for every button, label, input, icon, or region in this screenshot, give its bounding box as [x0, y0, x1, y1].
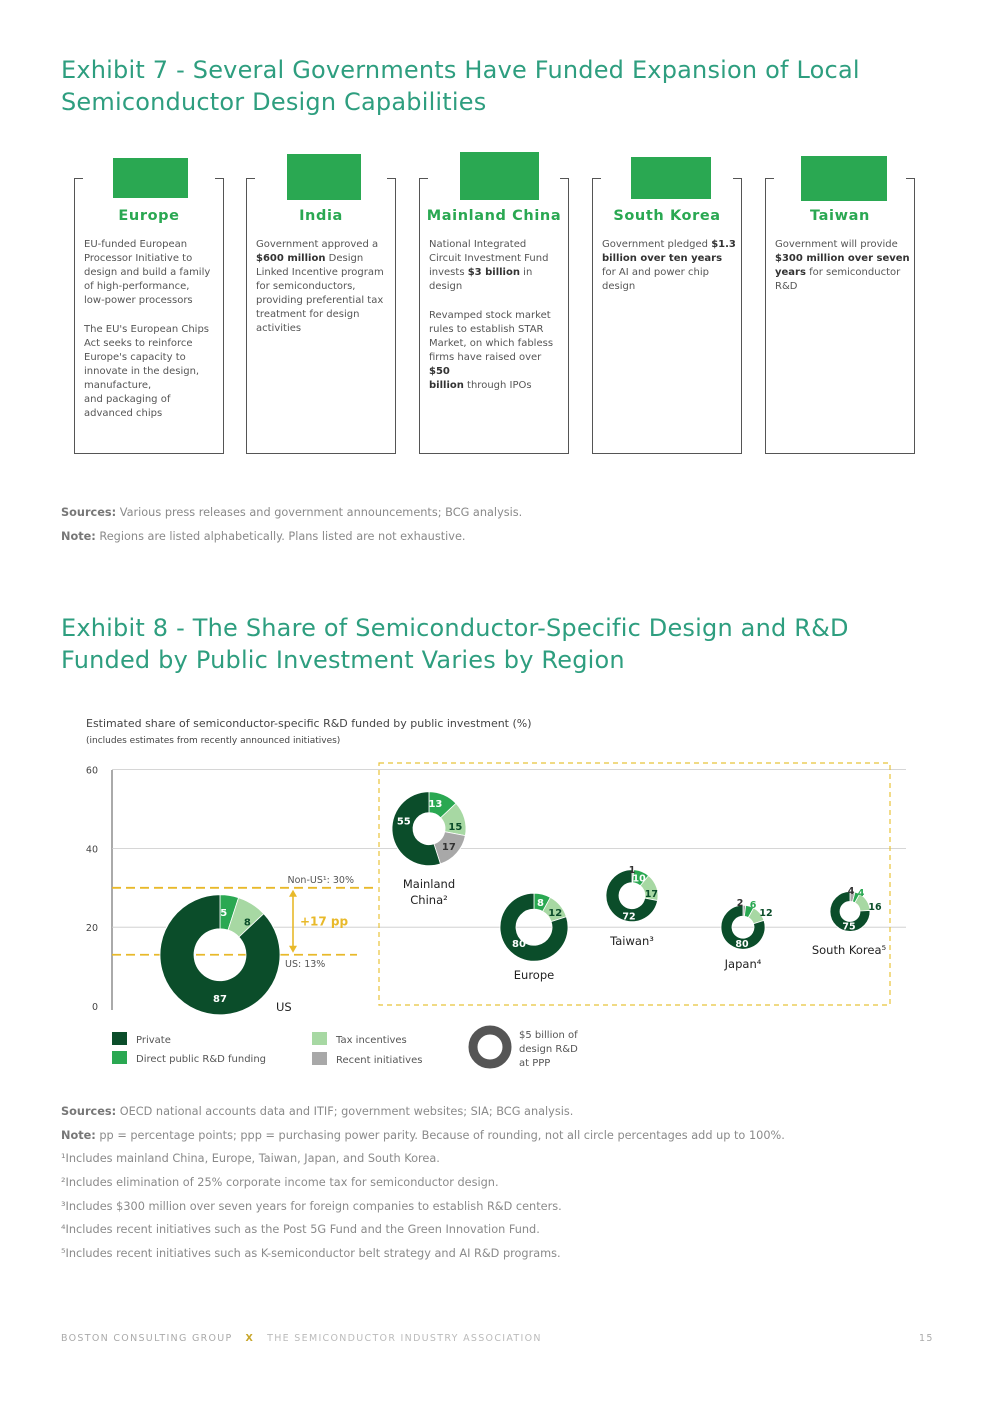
region-label: Mainland [402, 877, 456, 891]
page-number: 15 [919, 1333, 934, 1344]
footer-left: BOSTON CONSULTING GROUP X THE SEMICONDUCTOR INDUSTRY ASSOCIATION [61, 1333, 542, 1344]
exhibit7-title-line2: Semiconductor Design Capabilities [61, 88, 487, 116]
segment-value-label: 6 [749, 900, 757, 911]
donut-japan [721, 898, 773, 971]
legend-label: Direct public R&D funding [136, 1054, 267, 1065]
segment-value-label: 12 [759, 908, 773, 919]
region-name: Mainland China [426, 208, 562, 224]
region-card-mainland-china [419, 178, 569, 454]
segment-value-label: 15 [448, 822, 463, 834]
segment-value-label: 16 [868, 902, 882, 913]
us-average-label: US: 13% [285, 958, 326, 970]
segment-value-label: 2 [736, 898, 744, 909]
region-description: Government pledged $1.3 billion over ten years for AI and power chip design [602, 239, 736, 292]
y-tick-label: 20 [85, 923, 98, 935]
donut-taiwan [606, 865, 658, 948]
donut-europe [500, 893, 568, 982]
legend-label: Recent initiatives [336, 1055, 423, 1066]
region-label: Japan⁴ [724, 957, 762, 971]
segment-value-label: 75 [842, 921, 856, 933]
exhibit7-title-line1: Exhibit 7 - Several Governments Have Funded Expansion of Local [61, 56, 860, 84]
size-legend-label: $5 billion of [519, 1030, 578, 1041]
chart-subtitle: (includes estimates from recently announced initiatives) [86, 736, 341, 746]
exhibit8-sources: Sources: OECD national accounts data and ITIF; government websites; SIA; BCG analysis. [61, 1105, 574, 1118]
non-us-average-label: Non-US¹: 30% [287, 874, 354, 886]
region-name: Taiwan [810, 208, 870, 224]
legend-swatch-private [112, 1032, 127, 1045]
region-card-south-korea [592, 178, 742, 454]
exhibit7-note: Note: Regions are listed alphabetically. Plans listed are not exhaustive. [61, 530, 466, 543]
public-investment-donut-chart [0, 700, 992, 1080]
segment-value-label: 8 [536, 898, 544, 910]
segment-value-label: 72 [622, 911, 636, 923]
donut-mainland-china [392, 792, 466, 907]
region-description: EU-funded European Processor Initiative to design and build a family of high-performance, low-power processors The EU's European Chips Act seeks to reinforce Europe's capacity to innovate in the design, manufacture, and packaging of advanced chips [84, 239, 211, 419]
segment-value-label: 87 [213, 993, 227, 1005]
region-description: Government will provide $300 million over seven years for semiconductor R&D [775, 239, 910, 292]
difference-arrow-head-up [289, 890, 297, 897]
legend-label: Private [136, 1035, 171, 1046]
segment-value-label: 1 [628, 865, 636, 876]
segment-value-label: 8 [243, 917, 251, 929]
region-card-india [246, 178, 396, 454]
region-label: US [276, 1000, 292, 1014]
size-legend-label: design R&D [519, 1044, 578, 1055]
segment-value-label: 4 [847, 886, 855, 897]
segment-value-label: 5 [220, 907, 228, 919]
exhibit8-note: Note: pp = percentage points; ppp = purchasing power parity. Because of rounding, not all circle percentages add up to 100%. [61, 1129, 785, 1142]
exhibit8-title-line2: Funded by Public Investment Varies by Region [61, 646, 625, 674]
region-name: Europe [118, 208, 180, 224]
region-label: Taiwan³ [610, 934, 654, 948]
size-legend-ring [473, 1030, 507, 1064]
segment-value-label: 17 [644, 889, 658, 901]
footnote-5: ⁵Includes recent initiatives such as K-semiconductor belt strategy and AI R&D programs. [61, 1247, 561, 1260]
footnote-4: ⁴Includes recent initiatives such as the Post 5G Fund and the Green Innovation Fund. [61, 1223, 540, 1236]
exhibit7-sources: Sources: Various press releases and government announcements; BCG analysis. [61, 506, 523, 519]
size-legend-label: at PPP [519, 1058, 551, 1069]
region-description: Government approved a $600 million Design Linked Incentive program for semiconductors, providing preferential tax treatment for design activities [256, 239, 384, 334]
difference-arrow-head-down [289, 946, 297, 953]
footnote-3: ³Includes $300 million over seven years for foreign companies to establish R&D centers. [61, 1200, 562, 1213]
footnote-2: ²Includes elimination of 25% corporate income tax for semiconductor design. [61, 1176, 499, 1189]
y-tick-label: 60 [85, 765, 98, 777]
segment-value-label: 17 [441, 842, 456, 854]
segment-value-label: 80 [735, 939, 749, 951]
segment-value-label: 13 [428, 798, 443, 810]
legend-swatch-tax [312, 1032, 327, 1045]
legend-label: Tax incentives [336, 1035, 407, 1046]
difference-label: +17 pp [300, 914, 349, 929]
legend-swatch-direct [112, 1051, 127, 1064]
region-name: India [299, 208, 343, 224]
region-label: China² [410, 893, 448, 907]
y-tick-label: 40 [85, 844, 98, 856]
segment-value-label: 4 [857, 888, 865, 899]
segment-value-label: 80 [512, 939, 526, 951]
region-description: National Integrated Circuit Investment Fund invests $3 billion in design Revamped stock market rules to establish STAR Market, on which fabless firms have raised over $50 billion through IPOs [429, 239, 554, 391]
chart-title: Estimated share of semiconductor-specific R&D funded by public investment (%) [86, 717, 532, 730]
segment-value-label: 12 [548, 908, 563, 920]
segment-value-label: 10 [632, 873, 646, 885]
legend-swatch-recent [312, 1052, 327, 1065]
exhibit8-title-line1: Exhibit 8 - The Share of Semiconductor-Specific Design and R&D [61, 614, 849, 642]
donut-south-korea [812, 886, 887, 957]
region-name: South Korea [613, 208, 721, 224]
region-label: South Korea⁵ [811, 943, 887, 957]
footnote-1: ¹Includes mainland China, Europe, Taiwan, Japan, and South Korea. [61, 1152, 440, 1165]
region-label: Europe [513, 968, 555, 982]
region-card-europe [74, 178, 224, 454]
region-card-taiwan [765, 178, 915, 454]
segment-value-label: 55 [396, 816, 411, 828]
y-tick-label: 0 [91, 1002, 98, 1013]
